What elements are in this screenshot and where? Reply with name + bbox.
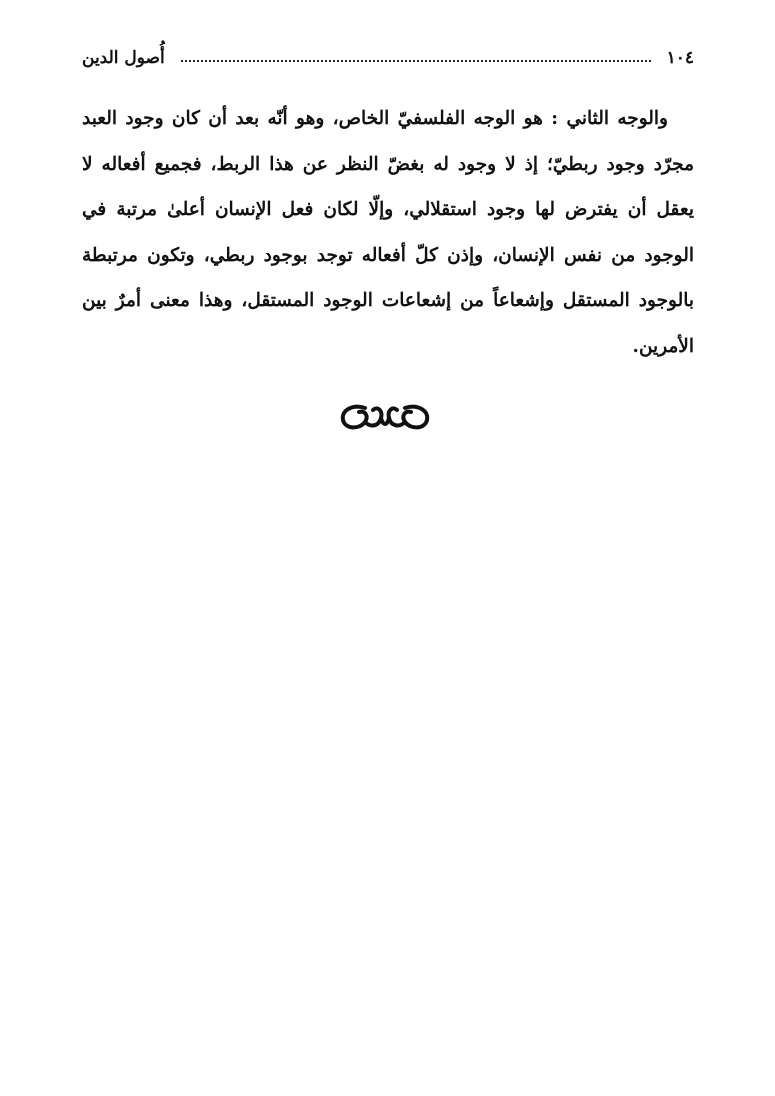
book-title: أُصول الدين [82, 48, 165, 68]
running-header [82, 38, 694, 68]
ornament-svg [335, 396, 435, 436]
dotted-leader [181, 60, 651, 62]
section-end-ornament-icon [335, 396, 435, 436]
body-text [82, 96, 694, 369]
page-number: ١٠٤ [666, 48, 694, 68]
paragraph: والوجه الثاني : هو الوجه الفلسفيّ الخاص، وهو أنّه بعد أن كان وجود العبد مجرّد وجود ربطيّ؛ إذ لا وجود له بغضّ النظر عن هذا الربط، فجميع أفعاله لا يعقل أن يفترض لها وجود استقلالي، وإلّا لكان فعل الإنسان أعلىٰ مرتبة في الوجود من نفس الإنسان، وإذن كلّ أفعاله توجد بوجود ربطي، وتكون مرتبطة بالوجود المستقل وإشعاعاً من إشعاعات الوجود المستقل، وهذا معنى أمرٌ بين الأمرين. [82, 108, 694, 357]
